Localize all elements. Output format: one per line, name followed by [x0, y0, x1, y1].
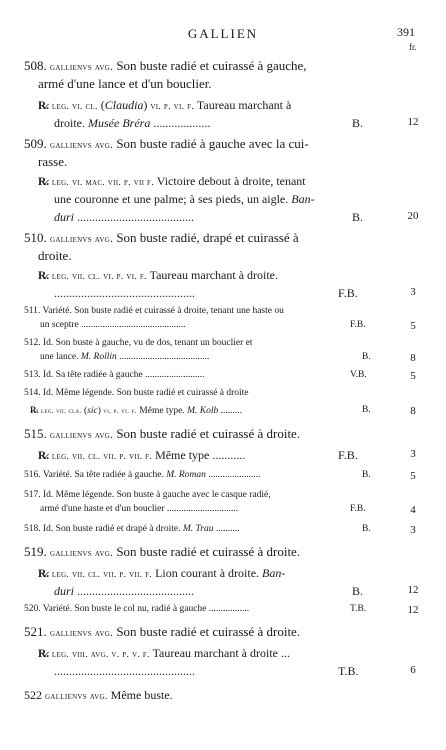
entry-line: droite. Musée Bréra ...................: [54, 116, 211, 130]
price-value: 20: [407, 210, 419, 222]
price-column-label: fr.: [409, 42, 417, 52]
entry-line: 512. Id. Son buste à gauche, vu de dos, tenant un bouclier et: [24, 338, 253, 348]
entry-line: ...............................................: [54, 286, 195, 300]
entry-line: R̷. leg. vii. cla. (sic) vi. p. vi. f. Même type. M. Kolb .........: [30, 405, 242, 416]
condition-grade: F.B.: [350, 504, 366, 514]
price-value: 12: [407, 604, 419, 616]
entry-line: R̷. leg. viii. avg. v. p. v. f. Taureau marchant à droite ...: [38, 646, 290, 660]
entry-line: un sceptre ............................................: [40, 320, 186, 330]
entry-line: ...............................................: [54, 664, 195, 678]
condition-grade: T.B.: [338, 664, 359, 678]
entry-line: une couronne et une palme; à ses pieds, un aigle. Ban-: [54, 192, 315, 206]
condition-grade: V.B.: [350, 370, 367, 380]
price-value: 5: [410, 470, 416, 482]
condition-grade: F.B.: [350, 320, 366, 330]
entry-line: 518. Id. Son buste radié et drapé à droite. M. Trau ..........: [24, 524, 240, 534]
price-value: 5: [410, 320, 416, 332]
entry-line: 520. Variété. Son buste le col nu, radié à gauche .................: [24, 604, 250, 614]
condition-grade: F.B.: [338, 286, 358, 300]
entry-line: 514. Id. Même légende. Son buste radié et cuirassé à droite: [24, 388, 249, 398]
entry-line: 519. gallienvs avg. Son buste radié et cuirassé à droite.: [24, 544, 301, 559]
price-value: 12: [407, 116, 419, 128]
condition-grade: B.: [352, 584, 364, 598]
condition-grade: F.B.: [338, 448, 358, 462]
entry-line: 522 gallienvs avg. Même buste.: [24, 688, 173, 702]
entry-line: armé d'une haste et d'un bouclier ..............................: [40, 504, 239, 514]
condition-grade: T.B.: [350, 604, 367, 614]
entry-line: 508. gallienvs avg. Son buste radié et cuirassé à gauche,: [24, 58, 307, 73]
entry-line: 509. gallienvs avg. Son buste radié à gauche avec la cui-: [24, 136, 309, 151]
condition-grade: B.: [362, 470, 371, 480]
price-value: 12: [407, 584, 419, 596]
entry-line: duri .......................................: [54, 210, 195, 224]
price-value: 3: [410, 524, 416, 536]
page-number: 391: [397, 25, 415, 39]
price-value: 3: [410, 448, 416, 460]
entry-line: R̷. leg. vi. cl. (Claudia) vi. p. vi. f. Taureau marchant à: [38, 98, 292, 112]
price-value: 6: [410, 664, 416, 676]
price-value: 8: [410, 352, 416, 364]
price-value: 4: [410, 504, 416, 516]
condition-grade: B.: [362, 524, 371, 534]
price-value: 8: [410, 405, 416, 417]
entry-line: R̷. leg. vii. cl. vi. p. vi. f. Taureau marchant à droite.: [38, 268, 279, 282]
entry-line: 511. Variété. Son buste radié et cuirassé à droite, tenant une haste ou: [24, 306, 284, 316]
price-value: 3: [410, 286, 416, 298]
entry-line: duri .......................................: [54, 584, 195, 598]
entry-line: rasse.: [38, 154, 68, 169]
entry-line: armé d'une lance et d'un bouclier.: [38, 76, 212, 91]
condition-grade: B.: [352, 116, 364, 130]
entry-line: 517. Id. Même légende. Son buste à gauche avec le casque radié,: [24, 490, 271, 500]
entry-line: une lance. M. Rollin ......................................: [40, 352, 210, 362]
entry-line: 513. Id. Sa tête radiée à gauche .........................: [24, 370, 205, 380]
entry-line: R̷. leg. vi. mac. vii. p. vii f. Victoire debout à droite, tenant: [38, 174, 306, 188]
entry-line: R̷. leg. vii. cl. vii. p. vii. f. Lion courant à droite. Ban-: [38, 566, 286, 580]
condition-grade: B.: [362, 405, 371, 415]
page-title: GALLIEN: [187, 26, 259, 41]
price-value: 5: [410, 370, 416, 382]
entry-line: droite.: [38, 248, 72, 263]
entry-line: 515. gallienvs avg. Son buste radié et cuirassé à droite.: [24, 426, 301, 441]
entry-line: R̷. leg. vii. cl. vii. p. vii. f. Même type ...........: [38, 448, 246, 462]
condition-grade: B.: [352, 210, 364, 224]
entry-line: 521. gallienvs avg. Son buste radié et cuirassé à droite.: [24, 624, 301, 639]
condition-grade: B.: [362, 352, 371, 362]
entry-line: 510. gallienvs avg. Son buste radié, drapé et cuirassé à: [24, 230, 299, 245]
entry-line: 516. Variété. Sa tête radiée à gauche. M. Roman ......................: [24, 470, 261, 480]
